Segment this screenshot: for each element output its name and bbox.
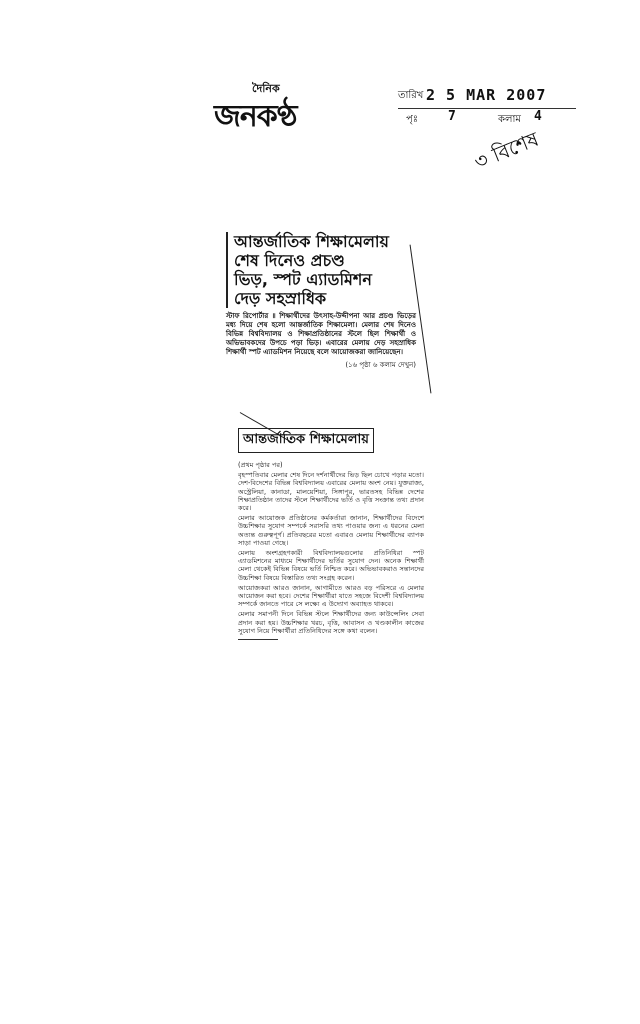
newspaper-name: জনকণ্ঠ xyxy=(214,99,297,134)
handwritten-note: ৩ বিশেষ xyxy=(470,126,542,175)
headline-line: দেড় সহস্রাধিক xyxy=(234,289,327,308)
body-paragraph: আয়োজকরা আরও জানান, আগামীতে আরও বড় পরিসরে এ মেলার আয়োজন করা হবে। দেশের শিক্ষার্থীরা যাতে সহজে বিদেশী বিশ্ববিদ্যালয় সম্পর্কে জানতে পারে সে লক্ষ্যে এ উদ্যোগ অব্যাহত থাকবে। xyxy=(238,583,424,609)
date-label: তারিখ xyxy=(398,90,424,101)
article-clipping-front xyxy=(226,232,416,371)
body-paragraph: বৃহস্পতিবার মেলার শেষ দিনে দর্শনার্থীদের ভিড় ছিল চোখে পড়ার মতো। দেশ-বিদেশের বিভিন্ন বিশ্ববিদ্যালয় এবারের মেলায় অংশ নেয়। যুক্তরাজ্য, অস্ট্রেলিয়া, কানাডা, মালয়েশিয়া, সিঙ্গাপুর, ভারতসহ বিভিন্ন দেশের শিক্ষাপ্রতিষ্ঠান তাদের স্টলে শিক্ষার্থীদের ভর্তি ও বৃত্তি সংক্রান্ত তথ্য প্রদান করে। xyxy=(238,471,424,513)
headline-line: ভিড়, স্পট এ্যাডমিশন xyxy=(234,270,372,289)
headline xyxy=(226,232,416,308)
body-paragraph: মেলার আয়োজক প্রতিষ্ঠানের কর্মকর্তারা জানান, শিক্ষার্থীদের বিদেশে উচ্চশিক্ষার সুযোগ সম্পর্কে সরাসরি তথ্য পাওয়ার জন্য এ ধরনের মেলা অত্যন্ত গুরুত্বপূর্ণ। প্রতিবছরের মতো এবারও মেলায় শিক্ষার্থীদের ব্যাপক সাড়া পাওয়া গেছে। xyxy=(238,514,424,547)
continued-from: (প্রথম পৃষ্ঠার পর) xyxy=(238,461,283,469)
continuation-title: আন্তর্জাতিক শিক্ষামেলায় xyxy=(238,428,374,453)
end-rule xyxy=(238,639,278,640)
page-value: 7 xyxy=(448,109,456,124)
column-value: 4 xyxy=(534,109,542,124)
column-label: কলাম xyxy=(498,114,521,125)
lead-paragraph: স্টাফ রিপোর্টার ॥ শিক্ষার্থীদের উৎসাহ-উদ্দীপনা আর প্রচণ্ড ভিড়ের মধ্য দিয়ে শেষ হলো আন্তর্জাতিক শিক্ষামেলা। মেলার শেষ দিনেও বিভিন্ন বিশ্ববিদ্যালয় ও শিক্ষাপ্রতিষ্ঠানের স্টলে ছিল শিক্ষার্থী ও অভিভাবকদের উপচে পড়া ভিড়। এবারের মেলায় দেড় সহস্রাধিক শিক্ষার্থী স্পট এ্যাডমিশন নিয়েছে বলে আয়োজকরা জানিয়েছেন। xyxy=(226,312,416,356)
masthead-label: দৈনিক xyxy=(252,82,280,95)
page-label: পৃঃ xyxy=(406,114,419,125)
stamp-divider xyxy=(398,108,576,109)
article-body xyxy=(238,461,424,635)
article-clipping-continuation xyxy=(238,428,424,640)
body-paragraph: মেলার সমাপনী দিনে বিভিন্ন স্টলে শিক্ষার্থীদের জন্য কাউন্সেলিং সেবা প্রদান করা হয়। উচ্চশিক্ষার খরচ, বৃত্তি, আবাসন ও খণ্ডকালীন কাজের সুযোগ নিয়ে শিক্ষার্থীরা প্রতিনিধিদের সঙ্গে কথা বলেন। xyxy=(238,610,424,635)
headline-line: শেষ দিনেও প্রচণ্ড xyxy=(234,251,345,270)
headline-line: আন্তর্জাতিক শিক্ষামেলায় xyxy=(234,232,389,251)
date-value: 2 5 MAR 2007 xyxy=(426,86,547,104)
date-stamp xyxy=(398,86,576,126)
body-paragraph: মেলায় অংশগ্রহণকারী বিশ্ববিদ্যালয়গুলোর প্রতিনিধিরা স্পট এ্যাডমিশনের মাধ্যমে শিক্ষার্থীদের ভর্তির সুযোগ দেন। অনেক শিক্ষার্থী মেলা থেকেই বিভিন্ন বিষয়ে ভর্তি নিশ্চিত করে। অভিভাবকরাও সন্তানদের উচ্চশিক্ষা বিষয়ে বিস্তারিত তথ্য সংগ্রহ করেন। xyxy=(238,549,424,582)
continued-note: (১৬ পৃষ্ঠা ৬ কলাম দেখুন) xyxy=(345,361,416,369)
